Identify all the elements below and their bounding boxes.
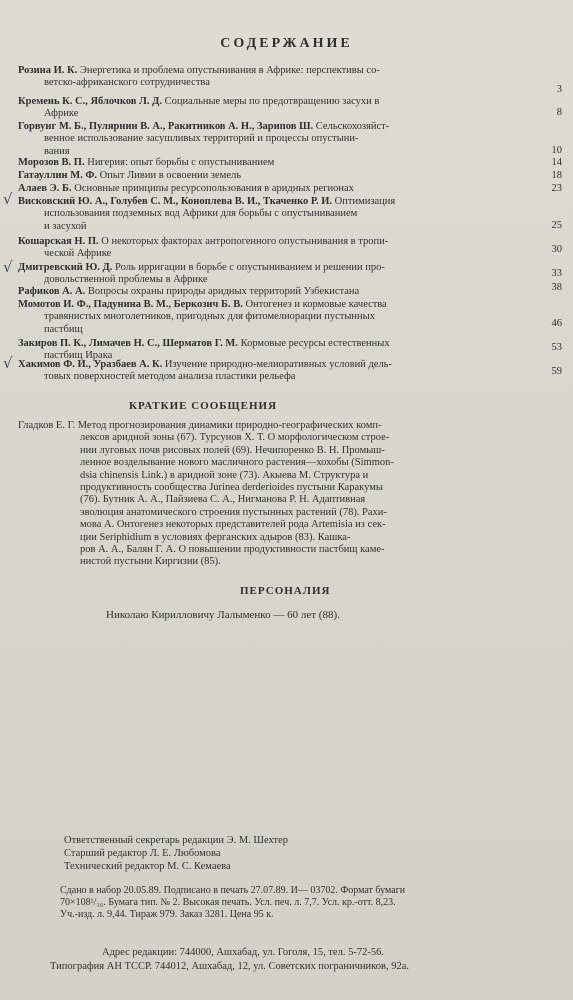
toc-entry: Горвунг М. Б., Пулярнин В. А., Ракитников А. Н., Зарипов Ш. Сельскохозяйст- венное использование засушливых территорий и процессы опустыни- вания bbox=[18, 121, 390, 157]
toc-page-number: 23 bbox=[551, 183, 562, 194]
toc-entry: Дмитревский Ю. Д. Роль ирригации в борьбе с опустыниванием и решении про- довольственной проблемы в Африке bbox=[18, 262, 385, 286]
toc-page-number: 53 bbox=[551, 342, 562, 353]
section-heading-personalia: ПЕРСОНАЛИЯ bbox=[240, 585, 331, 597]
toc-entry: Момотов И. Ф., Падунина В. М., Беркозич Б. В. Онтогенез и кормовые качества травянистых многолетников, пригодных для фитомелиорации пустынных пастбищ bbox=[18, 299, 387, 335]
toc-entry: Гатауллин М. Ф. Опыт Ливии в освоении земель bbox=[18, 170, 242, 181]
toc-page-number: 25 bbox=[551, 220, 562, 231]
toc-entry: Розина И. К. Энергетика и проблема опустынивания в Африке: перспективы со- ветско-африканского сотрудничества bbox=[18, 65, 380, 89]
toc-page-number: 8 bbox=[556, 107, 562, 118]
publisher-address: Адрес редакции: 744000, Ашхабад, ул. Гоголя, 15, тел. 5-72-56. Типография АН ТССР. 744012, Ашхабад, 12, ул. Советских пограничников, 92а. bbox=[50, 947, 409, 972]
toc-page-number: 33 bbox=[551, 268, 562, 279]
handwritten-check-mark: √ bbox=[3, 190, 13, 208]
toc-page-number: 10 bbox=[551, 145, 562, 156]
toc-entry: Кошарская Н. П. О некоторых факторах антропогенного опустынивания в тропи- ческой Африке bbox=[18, 236, 389, 260]
toc-entry: Морозов В. П. Нигерия: опыт борьбы с опустыниванием bbox=[18, 157, 275, 168]
toc-entry: Алаев Э. Б. Основные принципы ресурсопользования в аридных регионах bbox=[18, 183, 354, 194]
toc-page-number: 18 bbox=[551, 170, 562, 181]
toc-page-number: 46 bbox=[551, 318, 562, 329]
handwritten-check-mark: √ bbox=[3, 258, 13, 276]
toc-entry: Висковский Ю. А., Голубев С. М., Коноплева В. И., Ткаченко Р. И. Оптимизация использования подземных вод Африки для борьбы с опустыниванием и засухой bbox=[18, 196, 396, 232]
toc-entry: Закиров П. К., Лимачев Н. С., Шерматов Г. М. Кормовые ресурсы естественных пастбищ Ирака bbox=[18, 338, 390, 362]
toc-entry: Кремень К. С., Яблочков Л. Д. Социальные меры по предотвращению засухи в Африке bbox=[18, 96, 380, 120]
toc-page-number: 3 bbox=[556, 84, 562, 95]
brief-communications-text: Гладков Е. Г. Метод прогнозирования динамики природно-географических комп- лексов аридной зоны (67). Турсунов Х. Т. О морфологическом строе- нии луговых почв рисовых полей (69). Нечипоренко В. Н. Промыш- ленное возделывание нового масличного растения—хохобы (Simmon- dsia chinensis Link.) в аридной зоне (73). Акыева М. Структура и продуктивность сообщества Jurinea derderioides пустыни Каракумы (76). Бутник А. А., Пайзиева С. А., Нигманова Р. Н. Адаптивная эволюция анатомического строения пустынных растений (78). Рахи- мова А. Онтогенез некоторых представителей рода Artemisia из сек- ции Seriphidium в условиях ферганских адыров (83). Кашка- ров А. А., Балян Г. А. О повышении продуктивности пастбищ каме- нистой пустыни Киргизии (85). bbox=[18, 420, 394, 568]
handwritten-check-mark: √ bbox=[3, 354, 13, 372]
toc-page-number: 38 bbox=[551, 282, 562, 293]
page-title: СОДЕРЖАНИЕ bbox=[220, 36, 353, 51]
toc-page-number: 59 bbox=[551, 366, 562, 377]
editorial-staff: Ответственный секретарь редакции Э. М. Шехтер Старший редактор Л. Е. Любомова Технический редактор М. С. Кемаева bbox=[64, 835, 289, 872]
toc-page-number: 14 bbox=[551, 157, 562, 168]
toc-entry: Хакимов Ф. И., Уразбаев А. К. Изучение природно-мелиоративных условий дель- товых поверхностей методом анализа пластики рельефа bbox=[18, 359, 392, 383]
section-heading-brief: КРАТКИЕ СООБЩЕНИЯ bbox=[129, 400, 278, 412]
toc-entry: Рафиков А. А. Вопросы охраны природы аридных территорий Узбекистана bbox=[18, 286, 360, 297]
toc-page-number: 30 bbox=[551, 244, 562, 255]
print-imprint: Сдано в набор 20.05.89. Подписано в печать 27.07.89. И— 03702. Формат бумаги 70×108¹/₁₆. Бумага тип. № 2. Высокая печать. Усл. печ. л. 7,7. Усл. кр.-отт. 8,23. Уч.-изд. л. 9,44. Тираж 979. Заказ 3281. Цена 95 к. bbox=[60, 885, 406, 920]
personalia-entry: Николаю Кирилловичу Лалыменко — 60 лет (88). bbox=[106, 609, 340, 621]
